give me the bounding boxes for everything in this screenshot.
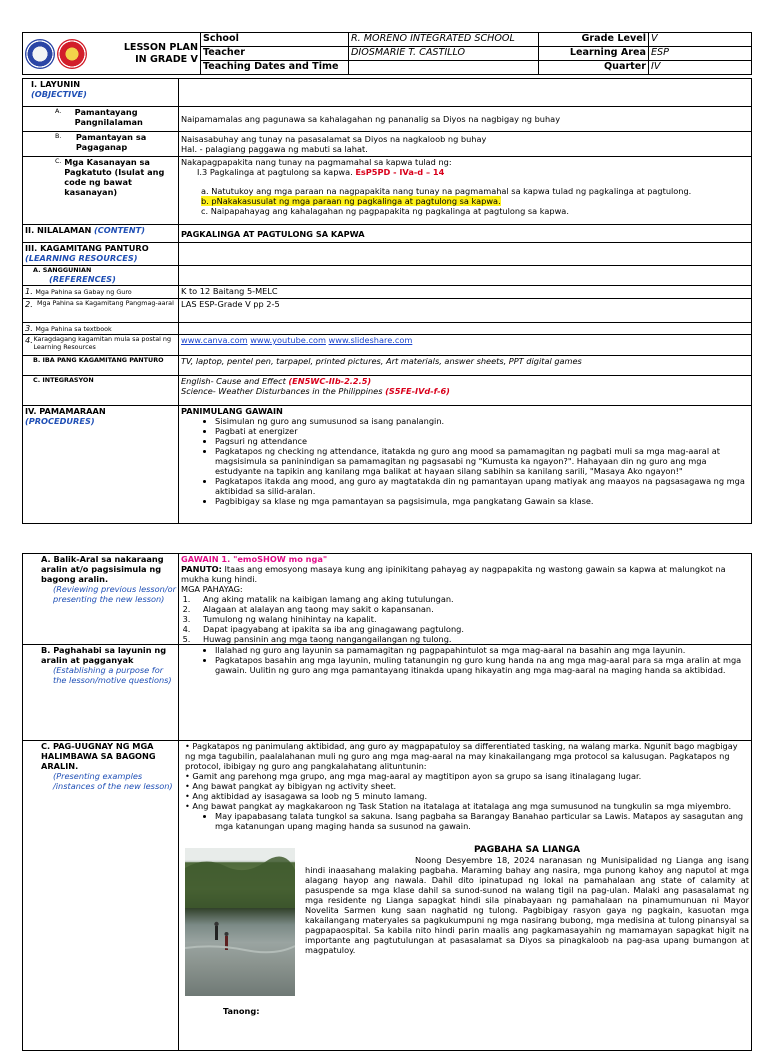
main-table	[22, 78, 752, 524]
slideshare-link[interactable]: www.slideshare.com	[328, 335, 413, 345]
story-title: PAGBAHA SA LIANGA	[473, 845, 581, 855]
integration-label: C. INTEGRASYON	[33, 376, 94, 384]
learning-area-value: ESP	[649, 47, 752, 61]
quarter-value: IV	[649, 61, 752, 75]
school-value: R. MORENO INTEGRATED SCHOOL	[349, 33, 539, 47]
part-c-label-en: (Presenting examples /instances of the new lesson)	[53, 771, 173, 791]
list-item: 2. Alagaan at alalayan ang taong may sakit o kapansanan.	[193, 604, 749, 614]
part-c-rule: • Gamit ang parehong mga grupo, ang mga mag-aaral ay magtitipon ayon sa grupo sa isang itinalagang lugar.	[185, 771, 642, 781]
part-c-rule: • Ang aktibidad ay isasagawa sa loob ng 5 minuto lamang.	[185, 791, 428, 801]
reading-intro-list	[185, 811, 749, 831]
resources-title: III. KAGAMITANG PANTURO	[25, 243, 149, 253]
canva-link[interactable]: www.canva.com	[181, 335, 248, 345]
ref1-text: K to 12 Baitang 5-MELC	[179, 286, 752, 299]
references-label: A. SANGGUNIAN	[33, 266, 92, 274]
part-a-label-en: (Reviewing previous lesson/or presenting the new lesson)	[53, 584, 177, 604]
part-b-cell	[179, 645, 752, 741]
list-item: 5. Huwag pansinin ang mga taong nangangailangan ng tulong.	[193, 634, 749, 644]
list-item: • Pagsuri ng attendance	[215, 436, 749, 446]
objective-c-code: EsP5PD - IVa-d – 14	[355, 167, 445, 177]
list-item: • Pagkatapos itakda ang mood, ang guro ay magtatakda din ng pamantayan upang matiyak ang maayos na pagsasagawa ng mga aktibidad sa silid-aralan.	[215, 476, 749, 496]
teacher-label: Teacher	[201, 47, 349, 61]
part-c-label-cell	[23, 741, 179, 1051]
objective-a-label: Pamantayang Pangnilalaman	[74, 107, 143, 127]
objective-title-en: (OBJECTIVE)	[31, 89, 87, 99]
objective-b-line2: Hal. - palagiang paggawa ng mabuti sa lahat.	[181, 144, 368, 154]
dates-label: Teaching Dates and Time	[201, 61, 349, 75]
part-c-rule: • Ang bawat pangkat ay bibigyan ng activity sheet.	[185, 781, 397, 791]
part-b-label-en: (Establishing a purpose for the lesson/motive questions)	[53, 665, 172, 685]
ref1-label-cell: 1. Mga Pahina sa Gabay ng Guro	[23, 286, 179, 299]
lesson-plan-page-2	[22, 553, 752, 1051]
objective-c-c: c. Naipapahayag ang kahalagahan ng pagpapakita ng pagkalinga at pagtulong sa kapwa.	[201, 206, 569, 216]
other-resources-label-cell	[23, 356, 179, 376]
school-label: School	[201, 33, 349, 47]
list-item: • Ilalahad ng guro ang layunin sa pamamagitan ng pagpapahintulot sa mga mag-aaral na basahin ang mga layunin.	[215, 645, 749, 655]
objective-c-label-cell: C. Mga Kasanayan sa Pagkatuto (Isulat ang code ng bawat kasanayan)	[23, 157, 179, 225]
content-title: II. NILALAMAN	[25, 225, 92, 235]
panuto-text: Itaas ang emosyong masaya kung ang ipinikitang pahayag ay nagpapakita ng wastong gawain sa kapwa at malungkot na mukha kung hindi.	[181, 564, 726, 584]
procedures-title: IV. PAMAMARAAN	[25, 406, 106, 416]
lesson-plan-title: LESSON PLAN	[123, 41, 198, 53]
list-item: • Sisimulan ng guro ang sumusunod sa isang panalangin.	[215, 416, 749, 426]
objective-c-b: b. pNakakasusulat ng mga paraan ng pagkalinga at pagtulong sa kapwa.	[201, 196, 501, 206]
objective-b-line1: Naisasabuhay ang tunay na pasasalamat sa Diyos na nagkaloob ng buhay	[181, 134, 487, 144]
objective-heading	[23, 79, 179, 107]
part-b-label: B. Paghahabi sa layunin ng aralin at pagganyak	[41, 645, 167, 665]
lesson-plan-page-1	[22, 32, 752, 524]
header-logo-cell	[23, 33, 201, 75]
tanong-label: Tanong:	[223, 1006, 260, 1016]
list-item: 1. Ang aking matalik na kaibigan lamang ang aking tutulungan.	[193, 594, 749, 604]
statements-list	[181, 594, 749, 644]
part-a-cell	[179, 554, 752, 645]
list-item: • May ipapabasang talata tungkol sa sakuna. Isang pagbaha sa Barangay Banahao particular sa Lawis. Matapos ay sasagutan ang mga katanungan upang maging handa sa susunod na gawain.	[215, 811, 749, 831]
objective-empty-cell	[179, 79, 752, 107]
ref2-text: LAS ESP-Grade V pp 2-5	[179, 299, 752, 323]
integration-science-code: (S5FE-IVd-f-6)	[385, 386, 450, 396]
objective-c-a: a. Natutukoy ang mga paraan na nagpapakita nang tunay na pagmamahal sa kapwa tulad ng pagkalinga at pagtulong.	[201, 186, 692, 196]
resources-heading	[23, 243, 179, 266]
part-a-label: A. Balik-Aral sa nakaraang aralin at/o pagsisimula ng bagong aralin.	[41, 554, 164, 584]
references-heading	[23, 266, 179, 286]
integration-english-code: (EN5WC-IIb-2.2.5)	[288, 376, 372, 386]
procedures-heading	[23, 406, 179, 524]
procedures-cell	[179, 406, 752, 524]
part-c-intro: • Pagkatapos ng panimulang aktibidad, ang guro ay magpapatuloy sa differentiated tasking, na walang marka. Ngunit bago magbigay ng mga tagubilin, paalalahanan muli ng guro ang mga mag-aaral na may kinakailangang mga protocol sa kalusugan. Pagkatapos ng protocol, ibibigay ng guro ang pangkalahatang alituntunin:	[185, 741, 738, 771]
resources-empty-cell	[179, 243, 752, 266]
objective-c-line1: Nakapagpapakita nang tunay na pagmamahal sa kapwa tulad ng:	[181, 157, 452, 167]
teacher-value: DIOSMARIE T. CASTILLO	[349, 47, 539, 61]
integration-label-cell	[23, 376, 179, 406]
ref3-empty	[179, 323, 752, 335]
flood-photo-figures	[185, 848, 295, 996]
list-item: 3. Tumulong ng walang hinihintay na kapalit.	[193, 614, 749, 624]
learning-area-label: Learning Area	[539, 47, 649, 61]
ref4-links	[179, 335, 752, 356]
content-text: PAGKALINGA AT PAGTULONG SA KAPWA	[179, 225, 752, 243]
story-text: Noong Desyembre 18, 2024 naranasan ng Munisipalidad ng Lianga ang isang hindi inaasahang malaking pagbaha. Maraming bahay ang nasira, mga punong kahoy ang naputol at mga alagang hayop ang nawala. Dahil dito ipinatupad ng lokal na pamahalaan ang state of calamity at pasuspende sa mga klase dahil sa sunod-sunod na walang tigil na pag-ulan. Malaki ang pasasalamat ng mga residente ng Lianga sapagkat hindi sila pinabayaan ng pamahalaan na pinamumunuan ni Mayor Novelita Sarmen kung saan naghatid ng tulong. Pagbibigay rasyon gaya ng pagkain, kasuotan mga kakailangang materyales sa pagkukumpuni ng mga nasirang bubong, mga medisina at tulong pinansyal sa pagpapaospital. Sa kabila nito hindi parin maalis ang pagkamasayahin ng mamamayan sapagkat higit na importante ang pagtutulungan at pasasalamat sa Diyos sa pinagkaloob na pag-asa upang bumangon at magpatuloy.	[305, 855, 749, 955]
objective-b-label: Pamantayan sa Pagaganap	[75, 132, 147, 152]
other-resources-text: TV, laptop, pentel pen, tarpapel, printed pictures, Art materials, answer sheets, PPT digital games	[179, 356, 752, 376]
integration-science: Science- Weather Disturbances in the Philippines	[181, 386, 383, 396]
flood-photo	[185, 848, 295, 996]
ref4-label: Karagdagang kagamitan mula sa postal ng Learning Resources	[33, 335, 172, 351]
ref3-label-cell: 3. Mga Pahina sa textbook	[23, 323, 179, 335]
list-item: 4. Dapat ipagyabang at ipakita sa iba ang ginagawang pagtulong.	[193, 624, 749, 634]
integration-english: English- Cause and Effect	[181, 376, 286, 386]
header-table	[22, 32, 752, 75]
grade-level-label: Grade Level	[539, 33, 649, 47]
grade-level-value: V	[649, 33, 752, 47]
ref3-label: Mga Pahina sa textbook	[35, 325, 112, 333]
objective-title: I. LAYUNIN	[31, 79, 81, 89]
ref1-label: Mga Pahina sa Gabay ng Guro	[35, 288, 132, 296]
part-c-rule: • Ang bawat pangkat ay magkakaroon ng Task Station na itatalaga at itatalaga ang mga sumusunod na tungkulin sa mga miyembro.	[185, 801, 732, 811]
objective-c-label: Mga Kasanayan sa Pagkatuto (Isulat ang code ng bawat kasanayan)	[64, 157, 165, 197]
panuto-label: PANUTO:	[181, 564, 222, 574]
pahayag-label: MGA PAHAYAG:	[181, 584, 243, 594]
objective-c-cell	[179, 157, 752, 225]
objective-b-cell	[179, 132, 752, 157]
ref2-label: Mga Pahina sa Kagamitang Pangmag-aaral	[37, 299, 174, 307]
ref4-label-cell: 4. Karagdagang kagamitan mula sa postal ng Learning Resources	[23, 335, 179, 356]
part-c-cell	[179, 741, 752, 1051]
integration-cell	[179, 376, 752, 406]
resources-title-en: (LEARNING RESOURCES)	[25, 253, 138, 263]
procedures-title-en: (PROCEDURES)	[25, 416, 95, 426]
part-b-list	[181, 645, 749, 675]
other-resources-label: B. IBA PANG KAGAMITANG PANTURO	[33, 356, 164, 364]
part-a-label-cell	[23, 554, 179, 645]
objective-b-label-cell: B. Pamantayan sa Pagaganap	[23, 132, 179, 157]
references-label-en: (REFERENCES)	[49, 274, 116, 284]
dates-value	[349, 61, 539, 75]
objective-a-label-cell: A. Pamantayang Pangnilalaman	[23, 107, 179, 132]
content-title-en: (CONTENT)	[94, 225, 145, 235]
quarter-label: Quarter	[539, 61, 649, 75]
part-b-label-cell	[23, 645, 179, 741]
content-heading	[23, 225, 179, 243]
ref2-label-cell: 2. Mga Pahina sa Kagamitang Pangmag-aaral	[23, 299, 179, 323]
part-c-label: C. PAG-UUGNAY NG MGA HALIMBAWA SA BAGONG ARALIN.	[41, 741, 156, 771]
procedures-subheading: PANIMULANG GAWAIN	[181, 406, 283, 416]
objective-a-text: Naipamamalas ang pagunawa sa kahalagahan ng pananalig sa Diyos na nagbigay ng buhay	[179, 107, 752, 132]
list-item: • Pagbati at energizer	[215, 426, 749, 436]
lesson-plan-grade: IN GRADE V	[135, 53, 198, 65]
list-item: • Pagkatapos basahin ang mga layunin, muling tatanungin ng guro kung handa na ang mga mag-aaral para sa mga aralin at mga gawain. Uulitin ng guro ang mga pamantayang itinakda upang hikayatin ang mga mag-aaral na maging handa sa aktibidad.	[215, 655, 749, 675]
list-item: • Pagbibigay sa klase ng mga pamantayan sa pagsisimula, mga pangkatang Gawain sa klase.	[215, 496, 749, 506]
youtube-link[interactable]: www.youtube.com	[250, 335, 326, 345]
list-item: • Pagkatapos ng checking ng attendance, itatakda ng guro ang mood sa pamamagitan ng pagbati muli sa mga mag-aaral at magsisimula sa paninindigan sa pamamagitan ng pagsasabi ng "Kumusta ka ngayon?". Hahayaan din ng guro ang mga estudyante na tapikin ang kanilang mga balikat at hayaan silang sabihin sa kanilang sarili, "Masaya Ako ngayon!"	[215, 446, 749, 476]
procedures-list	[181, 416, 749, 506]
references-empty-cell	[179, 266, 752, 286]
procedures-table	[22, 553, 752, 1051]
school-seal-logo	[57, 39, 87, 69]
objective-c-line2: I.3 Pagkalinga at pagtulong sa kapwa.	[197, 167, 353, 177]
deped-seal-logo	[25, 39, 55, 69]
activity-title: GAWAIN 1. "emoSHOW mo nga"	[181, 554, 328, 564]
